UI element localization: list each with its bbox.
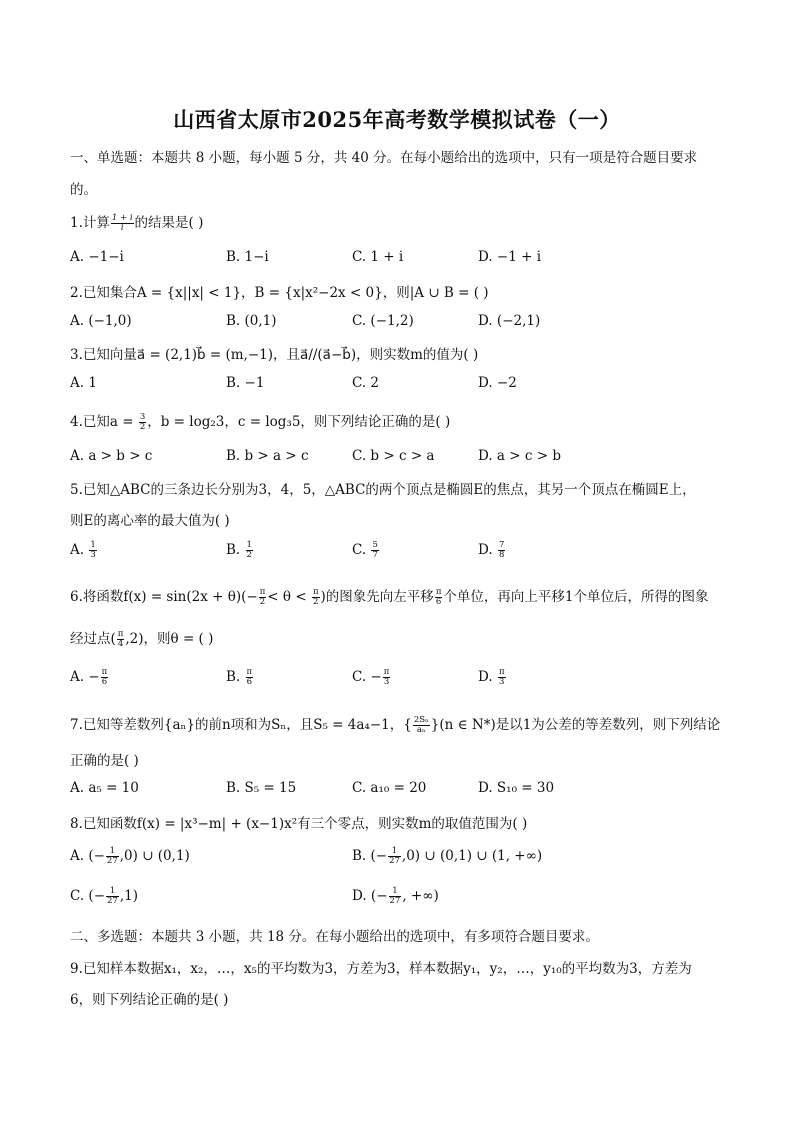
q7-option-d: D. S₁₀ = 30	[478, 780, 555, 796]
question-9: 9.已知样本数据x₁，x₂，…，x₅的平均数为3，方差为3，样本数据y₁，y₂，…，y₁₀的平均数为3，方差为	[70, 961, 692, 977]
q5-option-d: D. $\frac{7}{8}$	[478, 540, 505, 560]
q8-option-a	[70, 847, 190, 866]
q6-pi-1: π	[259, 587, 266, 597]
q5-b-den: 2	[246, 550, 252, 560]
q6-c-num: π	[383, 667, 390, 677]
q6-option-a: A. − $\frac{\pi}{6}$	[70, 667, 108, 687]
q4-option-d: D. a > c > b	[478, 448, 561, 464]
question-8: 8.已知函数f(x) = |x³−m| + (x−1)x²有三个零点，则实数m的取值范围为( )	[70, 816, 528, 832]
q8-d-den: 27	[389, 896, 401, 906]
q6-a-num: π	[101, 667, 108, 677]
q1-numerator: 1 + i	[111, 213, 133, 223]
q8-b-post: ,0) ∪ (0,1) ∪ (1, +∞)	[401, 848, 543, 864]
section2-heading: 二、多选题：本题共 3 小题，共 18 分。在每小题给出的选项中，有多项符合题目要求。	[70, 929, 599, 945]
question-4	[70, 410, 450, 432]
section1-heading: 一、单选题：本题共 8 小题，每小题 5 分，共 40 分。在每小题给出的选项中，只有一项是符合题目要求	[70, 150, 698, 166]
q8-a-pre: A. (−	[70, 848, 105, 864]
q7-option-a: A. a₅ = 10	[70, 780, 139, 796]
q6-four: 4	[117, 639, 124, 649]
q6-two-2: 2	[313, 597, 319, 607]
q8-c-den: 27	[107, 896, 118, 906]
q4-numerator: 3	[139, 412, 146, 422]
q2-option-c: C. (−1,2)	[352, 313, 414, 329]
question-7-cont: 正确的是( )	[70, 753, 139, 769]
q2-option-b: B. (0,1)	[226, 313, 277, 329]
q8-option-d	[352, 887, 439, 906]
q3-option-a: A. 1	[70, 375, 97, 391]
q1-option-a: A. −1−i	[70, 249, 124, 265]
q1-suffix: 的结果是( )	[134, 215, 204, 231]
q5-option-b: B. $\frac{1}{2}$	[226, 540, 252, 560]
q6-d-den: 3	[499, 677, 505, 687]
question-6	[70, 585, 709, 607]
q6-part-c: )的图象先向左平移	[320, 589, 434, 605]
q6-d-num: π	[498, 667, 505, 677]
q8-c-post: ,1)	[119, 888, 138, 904]
q8-b-pre: B. (−	[352, 848, 388, 864]
q1-fraction	[111, 214, 134, 233]
question-1	[70, 211, 203, 233]
q1-denominator: i	[120, 223, 124, 233]
q3-option-d: D. −2	[478, 375, 517, 391]
question-9-cont: 6，则下列结论正确的是( )	[70, 992, 229, 1008]
q6-part-a: 6.将函数f(x) = sin(2x + θ)(−	[70, 589, 258, 605]
q6-part-f: ,2)，则θ = ( )	[125, 631, 214, 647]
q7-denominator: aₙ	[416, 725, 426, 735]
q3-option-c: C. 2	[352, 375, 380, 391]
q8-a-num: 1	[106, 847, 119, 857]
q7-numerator: 2Sₙ	[413, 715, 429, 725]
q6-part-d: 个单位，再向上平移1个单位后，所得的图象	[443, 589, 709, 605]
q6-a-den: 6	[101, 677, 108, 687]
q4-fraction	[139, 413, 146, 432]
q1-option-c: C. 1 + i	[352, 249, 404, 265]
q6-b-num: π	[246, 667, 253, 677]
q4-denominator: 2	[139, 422, 146, 432]
q8-d-num: 1	[389, 887, 402, 897]
q5-c-num: 5	[372, 540, 378, 550]
question-5: 5.已知△ABC的三条边长分别为3，4，5，△ABC的两个顶点是椭圆E的焦点，其另一个顶点在椭圆E上，	[70, 482, 696, 498]
q8-c-pre: C. (−	[70, 888, 106, 904]
q3-option-b: B. −1	[226, 375, 265, 391]
q5-b-num: 1	[246, 540, 252, 550]
q7-part-a: 7.已知等差数列{aₙ}的前n项和为Sₙ，且S₅ = 4a₄−1，{	[70, 717, 412, 733]
q7-option-b: B. S₅ = 15	[226, 780, 297, 796]
q6-six: 6	[435, 597, 442, 607]
q8-a-den: 27	[106, 856, 118, 866]
q6-option-c: C. − $\frac{\pi}{3}$	[352, 667, 390, 687]
q6-b-den: 6	[246, 677, 253, 687]
q6-two-1: 2	[259, 597, 266, 607]
question-6-cont	[70, 627, 213, 649]
q8-b-num: 1	[388, 847, 401, 857]
section1-heading-cont: 的。	[70, 182, 97, 198]
question-7	[70, 713, 720, 735]
q2-option-a: A. (−1,0)	[70, 313, 132, 329]
q7-option-c: C. a₁₀ = 20	[352, 780, 427, 796]
q5-d-den: 8	[498, 550, 505, 560]
question-3: 3.已知向量a⃗ = (2,1)b⃗ = (m,−1)，且a⃗//(a⃗−b⃗)，则实数m的值为( )	[70, 347, 479, 363]
q8-d-pre: D. (−	[352, 888, 388, 904]
question-2: 2.已知集合A = {x||x| < 1}，B = {x|x²−2x < 0}，则|A ∪ B = ( )	[70, 285, 489, 301]
q8-option-c	[70, 887, 138, 906]
q6-part-b: < θ <	[267, 589, 307, 605]
q6-c-den: 3	[383, 677, 390, 687]
q8-b-den: 27	[389, 856, 400, 866]
q6-pi-4: π	[117, 629, 124, 639]
q1-prefix: 1.计算	[70, 215, 110, 231]
q6-pi-3: π	[435, 587, 442, 597]
q8-d-post: , +∞)	[402, 888, 439, 904]
q6-option-d: D. $\frac{\pi}{3}$	[478, 667, 505, 687]
q5-c-den: 7	[372, 550, 378, 560]
page-title: 山西省太原市2025年高考数学模拟试卷（一）	[173, 107, 621, 132]
q5-d-num: 7	[498, 540, 505, 550]
q4-option-c: C. b > c > a	[352, 448, 435, 464]
q4-suffix: ，b = log₂3，c = log₃5，则下列结论正确的是( )	[147, 414, 451, 430]
q4-prefix: 4.已知a =	[70, 414, 138, 430]
q2-option-d: D. (−2,1)	[478, 313, 541, 329]
q1-option-b: B. 1−i	[226, 249, 269, 265]
q5-option-c: C. $\frac{5}{7}$	[352, 540, 378, 560]
q8-c-num: 1	[106, 887, 119, 897]
question-5-cont: 则E的离心率的最大值为( )	[70, 513, 230, 529]
q4-option-b: B. b > a > c	[226, 448, 309, 464]
q1-option-d: D. −1 + i	[478, 249, 542, 265]
q4-option-a: A. a > b > c	[70, 448, 153, 464]
q5-a-den: 3	[90, 550, 96, 560]
q7-part-b: }(n ∈ N*)是以1为公差的等差数列，则下列结论	[430, 717, 721, 733]
q5-option-a: A. $\frac{1}{3}$	[70, 540, 96, 560]
q6-pi-2: π	[312, 587, 319, 597]
q6-option-b: B. $\frac{\pi}{6}$	[226, 667, 253, 687]
q8-a-post: ,0) ∪ (0,1)	[119, 848, 190, 864]
q5-a-num: 1	[90, 540, 96, 550]
q6-part-e: 经过点(	[70, 631, 116, 647]
q8-option-b	[352, 847, 542, 866]
